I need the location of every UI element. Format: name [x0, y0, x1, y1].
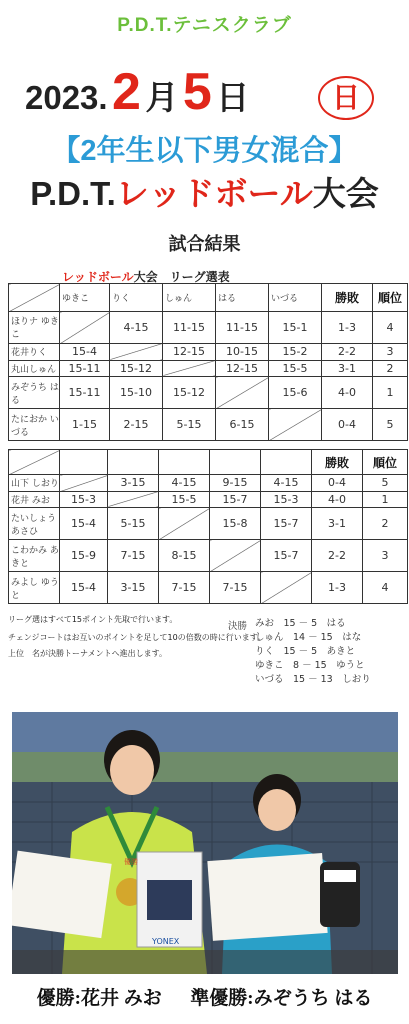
rule-note-3: 上位 名が決勝トーナメントへ進出します。	[8, 649, 168, 658]
date-month-unit: 月	[145, 79, 179, 116]
column-header-empty	[108, 450, 159, 475]
rank-header: 順位	[363, 450, 408, 475]
rank-cell: 1	[363, 491, 408, 508]
win-loss-cell: 2-2	[312, 540, 363, 572]
score-cell: 3-15	[108, 475, 159, 492]
score-cell: 15-12	[110, 360, 163, 377]
rank-cell: 2	[363, 508, 408, 540]
table-header-row	[9, 450, 408, 475]
column-header: りく	[110, 284, 163, 312]
self-cell	[216, 377, 269, 409]
event-subtitle: 【2年生以下男女混合】	[51, 135, 358, 167]
table-row	[9, 343, 408, 360]
score-cell: 12-15	[216, 360, 269, 377]
win-loss-cell: 1-3	[312, 572, 363, 604]
column-header: はる	[216, 284, 269, 312]
title-prefix: P.D.T.	[30, 175, 116, 212]
score-cell: 15-7	[261, 540, 312, 572]
date-year: 2023.	[25, 79, 108, 116]
title-red: レッドボール	[115, 175, 313, 212]
rank-cell: 5	[373, 409, 408, 441]
score-cell: 15-4	[60, 572, 108, 604]
score-cell: 15-8	[210, 508, 261, 540]
score-cell: 7-15	[159, 572, 210, 604]
corner-cell	[9, 450, 60, 475]
table-row	[9, 312, 408, 344]
score-cell: 15-4	[60, 508, 108, 540]
results-heading: 試合結果	[168, 234, 241, 255]
score-cell: 5-15	[163, 409, 216, 441]
win-loss-cell: 1-3	[322, 312, 373, 344]
rule-note-2: チェンジコートはお互いのポイントを足して10の倍数の時に行います。	[8, 633, 266, 642]
score-cell: 15-4	[60, 343, 110, 360]
score-cell: 6-15	[216, 409, 269, 441]
score-cell: 3-15	[108, 572, 159, 604]
club-name: P.D.T.テニスクラブ	[117, 15, 292, 36]
win-loss-cell: 0-4	[312, 475, 363, 492]
rank-cell: 3	[373, 343, 408, 360]
score-cell: 1-15	[60, 409, 110, 441]
self-cell	[60, 475, 108, 492]
score-cell: 15-2	[269, 343, 322, 360]
score-cell: 7-15	[108, 540, 159, 572]
score-cell: 15-5	[159, 491, 210, 508]
corner-cell	[9, 284, 60, 312]
win-loss-header: 勝敗	[322, 284, 373, 312]
rank-cell: 5	[363, 475, 408, 492]
table-row	[9, 377, 408, 409]
player-name: こわかみ あきと	[9, 540, 60, 572]
table-row	[9, 409, 408, 441]
title-suffix: 大会	[312, 175, 379, 212]
self-cell	[210, 540, 261, 572]
league-heading-rest: 大会 リーグ選表	[133, 270, 230, 284]
score-cell: 15-11	[60, 377, 110, 409]
league-table-block-1	[8, 283, 408, 441]
column-header: いづる	[269, 284, 322, 312]
rank-cell: 3	[363, 540, 408, 572]
player-name: 丸山しゅん	[9, 360, 60, 377]
score-cell: 15-7	[261, 508, 312, 540]
column-header: ゆきこ	[60, 284, 110, 312]
score-cell: 4-15	[159, 475, 210, 492]
table-row	[9, 475, 408, 492]
rule-note-1: リーグ選はすべて15ポイント先取で行います。	[8, 615, 178, 624]
table-row	[9, 572, 408, 604]
win-loss-header: 勝敗	[312, 450, 363, 475]
date-day: 5	[182, 63, 212, 121]
rank-cell: 1	[373, 377, 408, 409]
column-header-empty	[60, 450, 108, 475]
ribbon-label: 優勝	[124, 858, 138, 866]
self-cell	[261, 572, 312, 604]
player-name: たいしょうあさひ	[9, 508, 60, 540]
event-title	[0, 168, 409, 215]
player-name: 山下 しおり	[9, 475, 60, 492]
finals-label: 決勝	[228, 621, 248, 632]
league-table-block-2	[8, 449, 408, 604]
column-header-empty	[261, 450, 312, 475]
rank-header: 順位	[373, 284, 408, 312]
score-cell: 8-15	[159, 540, 210, 572]
win-loss-cell: 2-2	[322, 343, 373, 360]
win-loss-cell: 4-0	[312, 491, 363, 508]
self-cell	[60, 312, 110, 344]
score-cell: 11-15	[163, 312, 216, 344]
table-row	[9, 540, 408, 572]
win-loss-cell: 3-1	[312, 508, 363, 540]
score-cell: 11-15	[216, 312, 269, 344]
finals-match: いづる 15 － 13 しおり	[255, 674, 371, 685]
award-photo	[12, 712, 398, 974]
finals-match: みお 15 － 5 はる	[255, 618, 346, 629]
score-cell: 15-9	[60, 540, 108, 572]
award-photo-illustration	[12, 712, 398, 974]
score-cell: 12-15	[163, 343, 216, 360]
score-cell: 15-11	[60, 360, 110, 377]
league-heading-red: レッドボール	[62, 270, 134, 284]
score-cell: 15-7	[210, 491, 261, 508]
win-loss-cell: 3-1	[322, 360, 373, 377]
score-cell: 15-1	[269, 312, 322, 344]
score-cell: 15-3	[60, 491, 108, 508]
score-cell: 15-5	[269, 360, 322, 377]
rank-cell: 4	[363, 572, 408, 604]
score-cell: 4-15	[110, 312, 163, 344]
date-month: 2	[112, 63, 141, 121]
self-cell	[269, 409, 322, 441]
score-cell: 10-15	[216, 343, 269, 360]
table-row	[9, 491, 408, 508]
score-cell: 7-15	[210, 572, 261, 604]
win-loss-cell: 4-0	[322, 377, 373, 409]
player-name: 花井 みお	[9, 491, 60, 508]
player-name: みよし ゆうと	[9, 572, 60, 604]
self-cell	[110, 343, 163, 360]
event-date	[25, 62, 249, 122]
player-name: たにおか いづる	[9, 409, 60, 441]
table-header-row	[9, 284, 408, 312]
finals-results	[255, 617, 405, 687]
column-header-empty	[210, 450, 261, 475]
table-row	[9, 508, 408, 540]
finals-match: ゆきこ 8 － 15 ゆうと	[255, 660, 365, 671]
rank-cell: 2	[373, 360, 408, 377]
player-name: ほりナ ゆきこ	[9, 312, 60, 344]
score-cell: 2-15	[110, 409, 163, 441]
score-cell: 9-15	[210, 475, 261, 492]
self-cell	[108, 491, 159, 508]
column-header-empty	[159, 450, 210, 475]
rank-cell: 4	[373, 312, 408, 344]
finals-match: りく 15 － 5 あきと	[255, 646, 356, 657]
weekday-badge: 日	[318, 76, 374, 120]
score-cell: 15-10	[110, 377, 163, 409]
score-cell: 15-3	[261, 491, 312, 508]
finals-match: しゅん 14 － 15 はな	[255, 632, 362, 643]
date-day-unit: 日	[216, 79, 250, 116]
player-name: 花井りく	[9, 343, 60, 360]
table-row	[9, 360, 408, 377]
score-cell: 15-12	[163, 377, 216, 409]
self-cell	[159, 508, 210, 540]
yonex-box-label: YONEX	[152, 937, 180, 946]
score-cell: 5-15	[108, 508, 159, 540]
self-cell	[163, 360, 216, 377]
award-caption: 優勝:花井 みお 準優勝:みぞうち はる	[36, 988, 373, 1009]
score-cell: 15-6	[269, 377, 322, 409]
column-header: しゅん	[163, 284, 216, 312]
win-loss-cell: 0-4	[322, 409, 373, 441]
score-cell: 4-15	[261, 475, 312, 492]
player-name: みぞうち はる	[9, 377, 60, 409]
